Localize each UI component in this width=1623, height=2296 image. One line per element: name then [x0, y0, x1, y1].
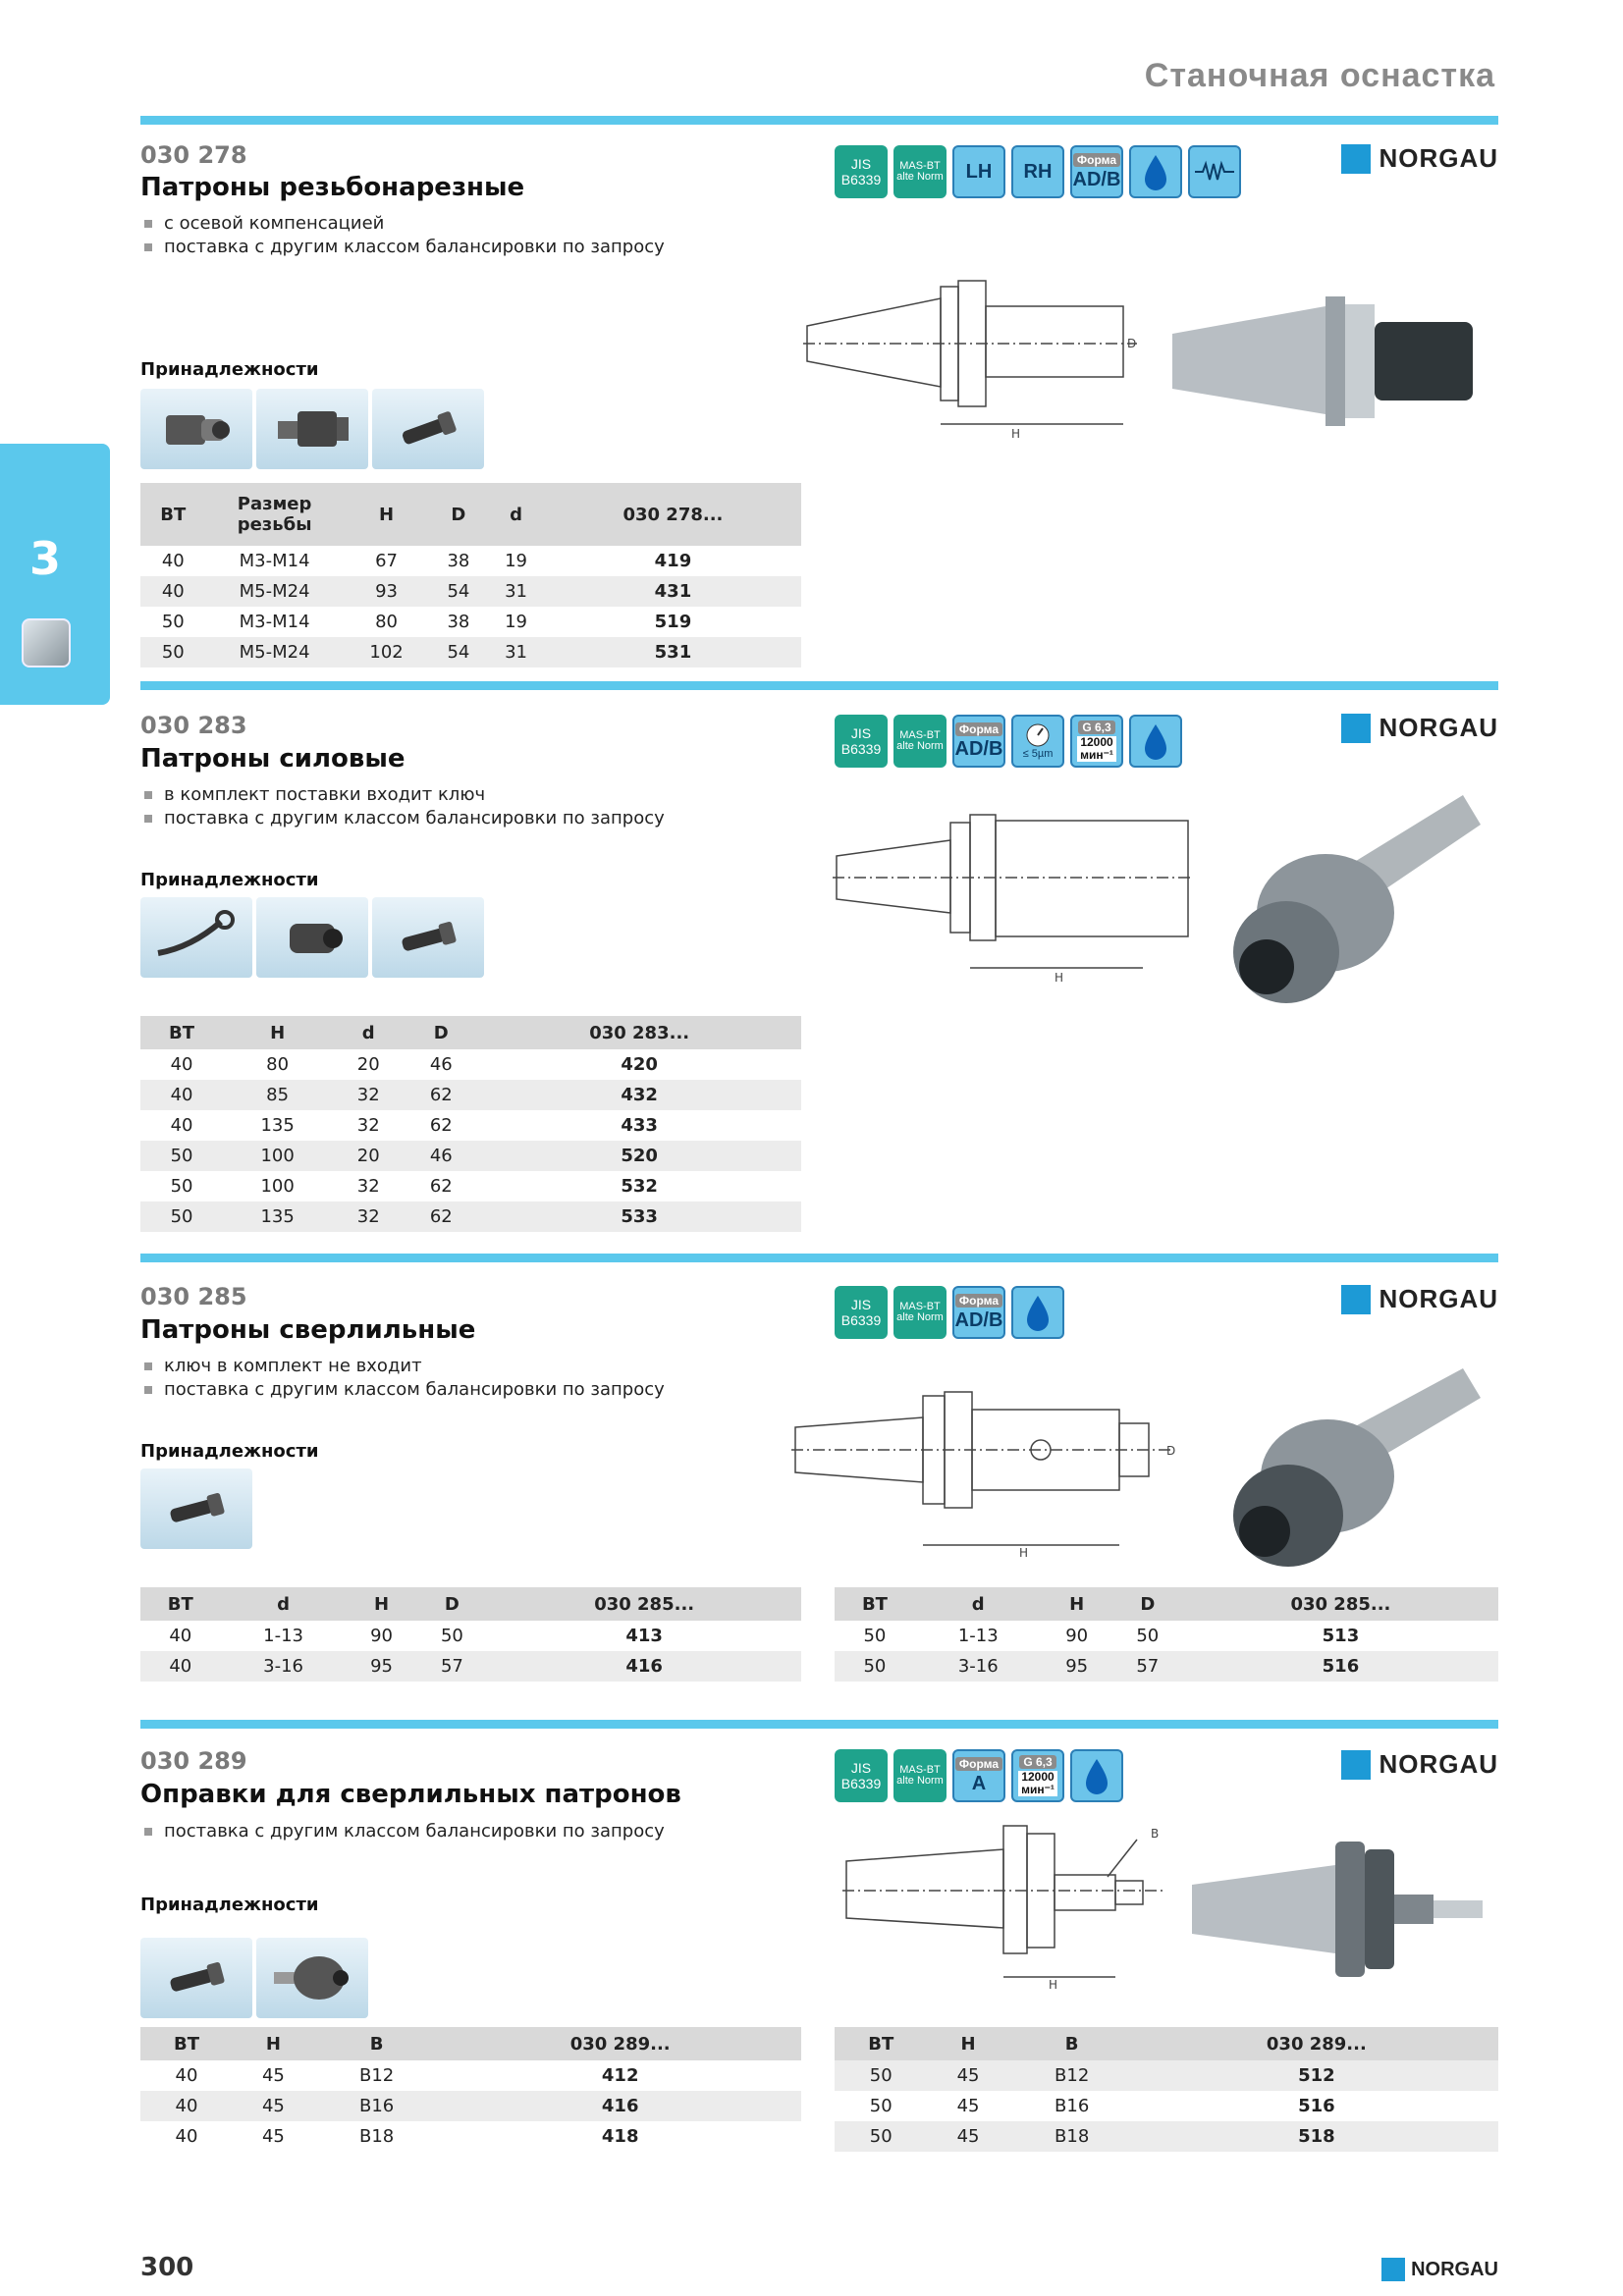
col-header: B: [1009, 2027, 1135, 2060]
table-cell: 40: [140, 1651, 221, 1682]
feature-list: [140, 1820, 665, 1843]
balance-grade-icon: G 6,3 12000 мин⁻¹: [1070, 715, 1123, 768]
table-cell: 40: [161, 551, 185, 571]
product-title: Патроны сверлильные: [140, 1315, 476, 1345]
table-cell: 62: [405, 1080, 477, 1110]
mas-bt-icon: MAS-BT alte Norm: [893, 1286, 947, 1339]
table-cell: 90: [370, 1626, 394, 1646]
table-cell: 419: [654, 551, 692, 571]
table-cell: 57: [1112, 1651, 1183, 1682]
table-cell: 50: [1136, 1626, 1160, 1646]
accessory-pull-stud-image[interactable]: [372, 389, 484, 469]
col-header: H: [1042, 1587, 1112, 1621]
footer-norgau-logo: NORGAU: [1381, 2258, 1498, 2281]
table-cell: 50: [140, 637, 206, 667]
dim-d-label: D: [1127, 337, 1137, 350]
table-cell: 62: [429, 1115, 453, 1136]
table-cell: B18: [358, 2126, 395, 2147]
spec-table: [835, 2027, 1498, 2152]
spec-table: [835, 1587, 1498, 1682]
accessories-label: Принадлежности: [140, 359, 319, 380]
accessories-row: [140, 1938, 368, 2018]
table-cell: M5-M24: [206, 576, 344, 607]
table-cell: M3-M14: [239, 612, 310, 632]
table-cell: 531: [545, 637, 801, 667]
table-cell: 418: [601, 2126, 639, 2147]
col-header: H: [927, 2027, 1008, 2060]
runout-gauge-icon: ≤ 5µm: [1011, 715, 1064, 768]
norgau-logo: NORGAU: [1341, 143, 1498, 174]
table-cell: 46: [405, 1141, 477, 1171]
accessories-row: [140, 389, 484, 469]
feature-list: [140, 783, 665, 830]
table-row: [835, 2121, 1498, 2152]
table-cell: 46: [429, 1054, 453, 1075]
table-row: [140, 1110, 801, 1141]
table-cell: 20: [332, 1141, 405, 1171]
accessories-label: Принадлежности: [140, 870, 319, 890]
mas-bt-icon: MAS-BT alte Norm: [893, 1749, 947, 1802]
accessory-tap-adapter-image[interactable]: [256, 389, 368, 469]
table-cell: B16: [1055, 2096, 1090, 2116]
balance-grade-icon: G 6,3 12000 мин⁻¹: [1011, 1749, 1064, 1802]
table-cell: 1-13: [957, 1626, 999, 1646]
col-header: 030 283...: [477, 1016, 801, 1049]
feature-list: [140, 1355, 665, 1402]
table-cell: 85: [223, 1080, 332, 1110]
table-cell: 32: [356, 1115, 380, 1136]
table-row: [835, 2060, 1498, 2091]
accessory-collet-image[interactable]: [256, 897, 368, 978]
table-cell: 135: [223, 1201, 332, 1232]
table-cell: 520: [477, 1141, 801, 1171]
col-header: D: [430, 483, 488, 546]
col-header: BT: [140, 1587, 221, 1621]
table-row: [140, 576, 801, 607]
table-cell: 50: [869, 2096, 893, 2116]
form-icon: Форма AD/B: [1070, 145, 1123, 198]
table-cell: 50: [140, 1201, 223, 1232]
accessories-row: [140, 897, 484, 978]
technical-drawing: [803, 277, 1143, 444]
table-cell: B16: [314, 2091, 440, 2121]
product-photo: [1168, 283, 1483, 440]
product-title: Патроны резьбонарезные: [140, 173, 525, 202]
table-cell: 38: [447, 612, 470, 632]
jis-icon: JIS B6339: [835, 145, 888, 198]
table-cell: 20: [356, 1054, 380, 1075]
table-cell: 40: [175, 2126, 198, 2147]
table-cell: 95: [347, 1651, 417, 1682]
table-cell: 45: [261, 2126, 285, 2147]
accessories-label: Принадлежности: [140, 1441, 319, 1462]
table-cell: 50: [835, 2060, 927, 2091]
table-row: [140, 1049, 801, 1080]
table-row: [835, 2091, 1498, 2121]
section-divider: [140, 681, 1498, 690]
table-row: [835, 1651, 1498, 1682]
col-header: d: [915, 1587, 1042, 1621]
technical-drawing: [842, 1820, 1186, 1993]
accessory-pull-stud-image[interactable]: [372, 897, 484, 978]
table-row: [140, 607, 801, 637]
table-cell: 38: [447, 551, 470, 571]
dim-h-label: H: [1011, 427, 1021, 441]
col-header: 030 285...: [487, 1587, 801, 1621]
table-cell: 533: [477, 1201, 801, 1232]
spec-table: [140, 2027, 801, 2152]
table-cell: 93: [344, 576, 430, 607]
form-icon: Форма AD/B: [952, 1286, 1005, 1339]
right-hand-icon: RH: [1011, 145, 1064, 198]
table-cell: 62: [429, 1176, 453, 1197]
table-cell: 67: [375, 551, 399, 571]
spec-table: [140, 1016, 801, 1232]
feature-icons: [835, 145, 1241, 198]
table-row: [140, 1651, 801, 1682]
table-cell: 40: [140, 1080, 223, 1110]
col-header: d: [487, 483, 545, 546]
table-cell: 62: [405, 1201, 477, 1232]
table-row: [140, 1171, 801, 1201]
table-cell: 40: [140, 2091, 233, 2121]
table-cell: 100: [260, 1176, 295, 1197]
product-title: Оправки для сверлильных патронов: [140, 1780, 681, 1809]
jis-icon: JIS B6339: [835, 715, 888, 768]
dim-h-label: H: [1019, 1546, 1029, 1560]
col-header: d: [221, 1587, 347, 1621]
jis-icon: JIS B6339: [835, 1286, 888, 1339]
accessory-pull-stud-image[interactable]: [140, 1938, 252, 2018]
section-divider: [140, 1720, 1498, 1729]
table-cell: 40: [170, 1115, 193, 1136]
col-header: H: [347, 1587, 417, 1621]
norgau-logo: NORGAU: [1341, 713, 1498, 743]
table-cell: 50: [863, 1626, 887, 1646]
table-cell: 45: [956, 2096, 980, 2116]
table-row: [140, 1621, 801, 1651]
table-cell: 416: [487, 1651, 801, 1682]
feature-item: поставка с другим классом балансировки по запросу: [140, 1820, 665, 1843]
table-row: [140, 546, 801, 576]
col-header: D: [405, 1016, 477, 1049]
table-cell: 3-16: [915, 1651, 1042, 1682]
table-row: [140, 1080, 801, 1110]
table-cell: 518: [1135, 2121, 1498, 2152]
table-cell: 412: [601, 2065, 639, 2086]
table-cell: 80: [375, 612, 399, 632]
mas-bt-icon: MAS-BT alte Norm: [893, 715, 947, 768]
dim-h-label: H: [1049, 1978, 1058, 1992]
coolant-drop-icon: [1070, 1749, 1123, 1802]
table-cell: B12: [358, 2065, 395, 2086]
table-cell: 80: [266, 1054, 290, 1075]
product-code: 030 283: [140, 712, 247, 739]
table-cell: 95: [1042, 1651, 1112, 1682]
dim-b-label: B: [1151, 1827, 1160, 1841]
table-cell: 32: [332, 1080, 405, 1110]
table-cell: B18: [1009, 2121, 1135, 2152]
table-cell: 513: [1322, 1626, 1360, 1646]
table-cell: 31: [487, 576, 545, 607]
spec-table: [140, 1587, 801, 1682]
table-cell: 519: [654, 612, 692, 632]
feature-list: [140, 212, 665, 259]
coolant-drop-icon: [1129, 145, 1182, 198]
table-cell: 40: [140, 576, 206, 607]
col-header: BT: [835, 1587, 915, 1621]
table-cell: 45: [261, 2065, 285, 2086]
table-cell: B12: [1009, 2060, 1135, 2091]
accessories-label: Принадлежности: [140, 1895, 319, 1915]
table-cell: 57: [416, 1651, 487, 1682]
col-header: 030 285...: [1183, 1587, 1498, 1621]
dim-h-label: H: [1055, 971, 1064, 985]
feature-item: поставка с другим классом балансировки по запросу: [140, 236, 665, 259]
table-cell: 50: [170, 1176, 193, 1197]
feature-item: в комплект поставки входит ключ: [140, 783, 665, 807]
product-title: Патроны силовые: [140, 744, 406, 774]
coolant-drop-icon: [1011, 1286, 1064, 1339]
table-row: [140, 637, 801, 667]
coolant-drop-icon: [1129, 715, 1182, 768]
table-cell: 31: [487, 637, 545, 667]
chapter-number: 3: [29, 532, 62, 585]
accessory-drill-chuck-image[interactable]: [256, 1938, 368, 2018]
tool-holder-icon: [22, 618, 71, 667]
table-row: [835, 1621, 1498, 1651]
table-cell: 50: [440, 1626, 463, 1646]
table-cell: 32: [332, 1201, 405, 1232]
col-header: H: [344, 483, 430, 546]
table-cell: 54: [430, 637, 488, 667]
feature-item: с осевой компенсацией: [140, 212, 665, 236]
table-cell: 40: [169, 1626, 192, 1646]
col-header: D: [1112, 1587, 1183, 1621]
table-cell: 54: [430, 576, 488, 607]
product-code: 030 278: [140, 141, 247, 169]
product-photo: [1188, 1836, 1492, 1983]
table-cell: 135: [260, 1115, 295, 1136]
col-header: BT: [140, 1016, 223, 1049]
table-row: [140, 2060, 801, 2091]
col-header: H: [223, 1016, 332, 1049]
table-cell: 413: [625, 1626, 663, 1646]
table-cell: 50: [140, 1141, 223, 1171]
feature-icons: [835, 1749, 1123, 1802]
technical-drawing: [791, 1388, 1184, 1561]
table-cell: 32: [356, 1176, 380, 1197]
table-row: [140, 1141, 801, 1171]
table-cell: 432: [477, 1080, 801, 1110]
table-cell: 90: [1065, 1626, 1089, 1646]
product-code: 030 289: [140, 1747, 247, 1775]
technical-drawing: [833, 811, 1196, 988]
table-row: [140, 1201, 801, 1232]
table-cell: 40: [170, 1054, 193, 1075]
axial-compensation-icon: [1188, 145, 1241, 198]
table-cell: M3-M14: [239, 551, 310, 571]
accessory-pull-stud-image[interactable]: [140, 1468, 252, 1549]
page-number: 300: [140, 2253, 194, 2282]
col-header: 030 289...: [439, 2027, 801, 2060]
form-icon: Форма A: [952, 1749, 1005, 1802]
table-cell: 50: [835, 1651, 915, 1682]
product-code: 030 285: [140, 1283, 247, 1310]
accessory-collet-image[interactable]: [140, 389, 252, 469]
form-icon: Форма AD/B: [952, 715, 1005, 768]
table-cell: 50: [161, 612, 185, 632]
table-cell: 516: [1298, 2096, 1335, 2116]
accessory-wrench-image[interactable]: [140, 897, 252, 978]
col-header: 030 278...: [545, 483, 801, 546]
table-cell: 50: [835, 2121, 927, 2152]
table-row: [140, 2121, 801, 2152]
col-header: BT: [140, 2027, 233, 2060]
table-cell: 420: [621, 1054, 658, 1075]
spec-table: [140, 483, 801, 667]
table-cell: 431: [545, 576, 801, 607]
feature-item: ключ в комплект не входит: [140, 1355, 665, 1378]
col-header: BT: [140, 483, 206, 546]
page-header-title: Станочная оснастка: [1144, 57, 1495, 94]
col-header: d: [332, 1016, 405, 1049]
dim-d-label: D: [1166, 1444, 1176, 1458]
chapter-tab[interactable]: [0, 444, 110, 705]
feature-item: поставка с другим классом балансировки по запросу: [140, 1378, 665, 1402]
section-divider: [140, 1254, 1498, 1262]
col-header: D: [416, 1587, 487, 1621]
col-header: B: [314, 2027, 440, 2060]
feature-icons: [835, 1286, 1064, 1339]
col-header: BT: [835, 2027, 927, 2060]
table-cell: 40: [175, 2065, 198, 2086]
table-cell: 102: [344, 637, 430, 667]
table-cell: 1-13: [263, 1626, 304, 1646]
norgau-logo: NORGAU: [1341, 1284, 1498, 1314]
mas-bt-icon: MAS-BT alte Norm: [893, 145, 947, 198]
feature-item: поставка с другим классом балансировки по запросу: [140, 807, 665, 830]
table-cell: 19: [505, 551, 527, 571]
table-cell: 45: [927, 2060, 1008, 2091]
col-header: 030 289...: [1135, 2027, 1498, 2060]
accessories-row: [140, 1468, 252, 1549]
col-header: H: [233, 2027, 314, 2060]
col-header: Размер резьбы: [206, 483, 344, 546]
product-photo: [1217, 785, 1492, 1021]
norgau-logo: NORGAU: [1341, 1749, 1498, 1780]
feature-icons: [835, 715, 1182, 768]
table-row: [140, 2091, 801, 2121]
left-hand-icon: LH: [952, 145, 1005, 198]
section-divider: [140, 116, 1498, 125]
table-cell: 3-16: [221, 1651, 347, 1682]
table-cell: 19: [505, 612, 527, 632]
table-cell: 416: [439, 2091, 801, 2121]
table-cell: 512: [1135, 2060, 1498, 2091]
table-cell: 516: [1183, 1651, 1498, 1682]
table-cell: 45: [233, 2091, 314, 2121]
table-cell: M5-M24: [206, 637, 344, 667]
table-cell: 532: [621, 1176, 658, 1197]
table-cell: 45: [927, 2121, 1008, 2152]
table-cell: 433: [621, 1115, 658, 1136]
table-cell: 100: [223, 1141, 332, 1171]
jis-icon: JIS B6339: [835, 1749, 888, 1802]
product-photo: [1217, 1359, 1492, 1575]
